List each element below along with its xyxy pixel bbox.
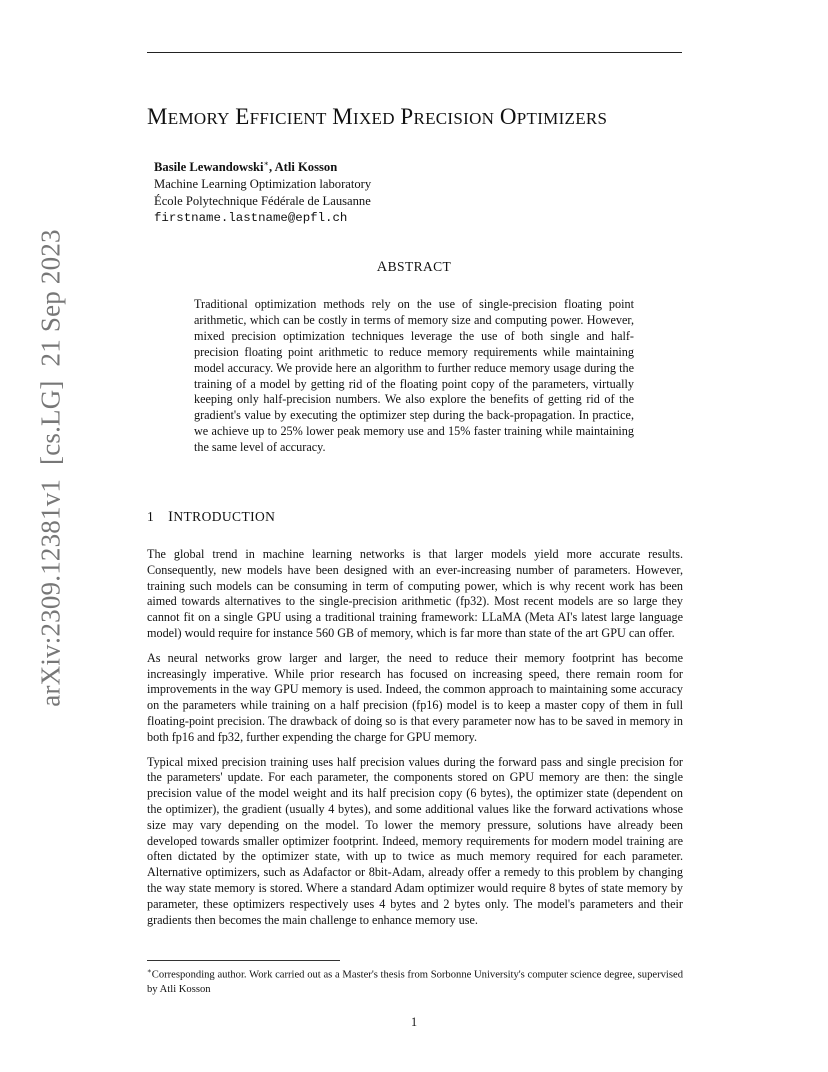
section-heading-rest: NTRODUCTION <box>173 509 276 524</box>
title-word: PTIMIZERS <box>516 109 608 128</box>
section-heading-cap: I <box>168 509 174 525</box>
section-number: 1 <box>147 509 155 524</box>
author-primary: Basile Lewandowski <box>154 160 264 175</box>
arxiv-stamp: arXiv:2309.12381v1 [cs.LG] 21 Sep 2023 <box>35 229 66 707</box>
author-names <box>154 155 371 176</box>
footnote-text: Corresponding author. Work carried out as a Master's thesis from Sorbonne University's computer science degree, supervised by Atli Kosson <box>147 969 683 995</box>
footnote <box>147 964 683 997</box>
title-cap: P <box>400 104 414 129</box>
abstract-heading <box>0 259 828 276</box>
body-paragraph: Typical mixed precision training uses half precision values during the forward pass and single precision for the parameters' update. For each parameter, the components stored on GPU memory are then: the single precision value of the model weight and its half precision copy (6 bytes), the optimizer state (dependent on the optimizer), the gradient (usually 4 bytes), and some additional values like the forward activations whose size may vary depending on the model. To lower the memory pressure, solutions have already been developed towards smaller optimizer footprint. Indeed, memory requirements for modern model training are often dictated by the optimizer state, with up to twice as much memory required for each parameter. Alternative optimizers, such as Adafactor or 8bit-Adam, already offer a remedy to this problem by changing the way state memory is stored. Where a standard Adam optimizer would require 8 bytes of state memory by parameter, these optimizers respectively uses 4 bytes and 2 bytes only. The model's parameters and their gradients then becomes the main challenge to enhance memory use. <box>147 754 683 927</box>
section-heading <box>147 509 275 526</box>
author-block <box>154 155 371 227</box>
title-cap: M <box>147 104 168 129</box>
page-number: 1 <box>410 1015 418 1029</box>
footnote-mark: ∗ <box>147 967 152 975</box>
title-cap: E <box>235 104 250 129</box>
title-rule <box>147 52 682 53</box>
title-word: FFICIENT <box>249 109 327 128</box>
author-email: firstname.lastname@epfl.ch <box>154 211 348 226</box>
author-affiliation: Machine Learning Optimization laboratory <box>154 177 372 192</box>
section-body <box>147 547 683 937</box>
title-word: EMORY <box>167 109 230 128</box>
paper-title <box>147 104 687 130</box>
footnote-rule <box>147 960 340 961</box>
body-paragraph: The global trend in machine learning networks is that larger models yield more accurate results. Consequently, new models have been designed with an ever-increasing number of parameters. However, training such models can be consuming in term of computing power, which is why recent work has been aimed towards alternatives to the single-precision arithmetic (fp32). Most recent models are so large they cannot fit on a single GPU using a traditional training framework: LLaMA (Meta AI's latest large language model) would require for instance 560 GB of memory, which is far more than state of the art GPU can offer. <box>147 547 683 640</box>
abstract-heading-rest: BSTRACT <box>387 259 452 274</box>
title-word: RECISION <box>413 109 495 128</box>
author-institution: École Polytechnique Fédérale de Lausanne <box>154 194 371 209</box>
author-footnote-mark: ∗ <box>263 159 269 168</box>
body-paragraph: As neural networks grow larger and larger, the need to reduce their memory footprint has become increasingly imperative. While prior research has focused on increasing speed, there remain room for improvements in the way GPU memory is used. Indeed, the common approach to maintaining some accuracy on the parameters while training on a half precision (fp16) model is to keep a master copy of them in full floating-point precision. The drawback of doing so is that every parameter now has to be saved in memory in both fp16 and fp32, further expending the charge for GPU memory. <box>147 650 683 744</box>
title-cap: M <box>332 104 353 129</box>
title-word: IXED <box>353 109 395 128</box>
title-cap: O <box>499 104 517 129</box>
abstract-text: Traditional optimization methods rely on the use of single-precision floating point arithmetic, which can be costly in terms of memory size and computing power. However, mixed precision optimization techniques leverage the use of both single and half-precision floating point arithmetic to reduce memory requirements while maintaining model accuracy. We provide here an algorithm to further reduce memory usage during the training of a model by getting rid of the floating point copy of the parameters, virtually keeping only half-precision numbers. We also explore the benefits of getting rid of the gradient's value by executing the optimizer step during the back-propagation. In practice, we achieve up to 25% lower peak memory use and 15% faster training while maintaining the same level of accuracy. <box>194 297 634 455</box>
author-secondary: , Atli Kosson <box>268 160 338 175</box>
abstract-heading-cap: A <box>376 259 388 275</box>
